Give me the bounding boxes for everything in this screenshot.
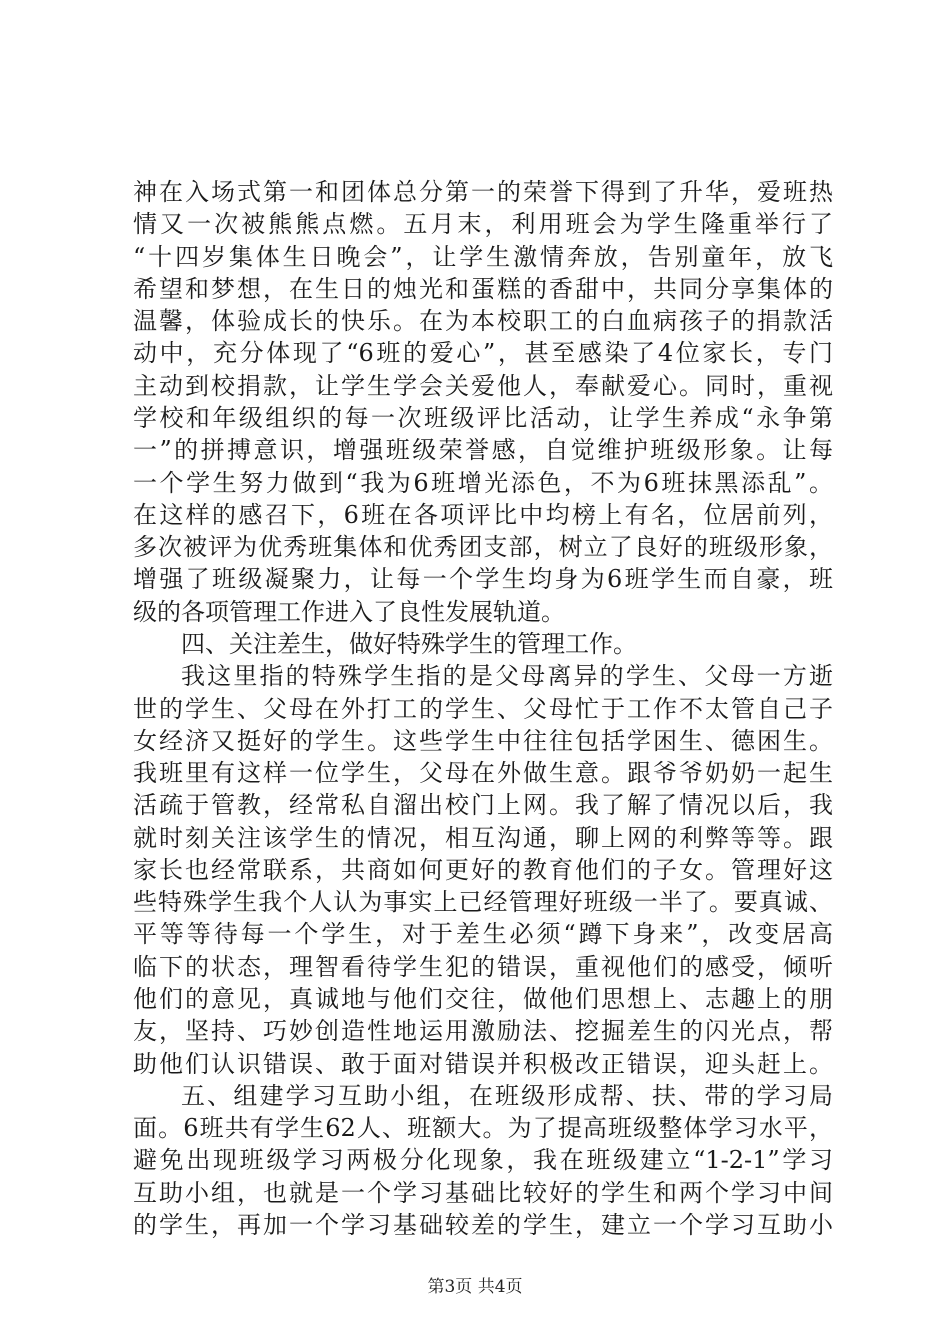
text-line: 平等等待每一个学生，对于差生必须“蹲下身来”，改变居高 [133, 920, 833, 948]
section-heading: 五、组建学习互助小组，在班级形成帮、扶、带的学习局 [181, 1082, 833, 1110]
text-line: 家长也经常联系，共商如何更好的教育他们的子女。管理好这 [133, 856, 833, 884]
text-line: 就时刻关注该学生的情况，相互沟通，聊上网的利弊等等。跟 [133, 824, 833, 852]
text-line: 世的学生、父母在外打工的学生、父母忙于工作不太管自己子 [133, 695, 833, 723]
text-line: 动中，充分体现了“6班的爱心”，甚至感染了4位家长，专门 [133, 339, 833, 367]
text-line: 级的各项管理工作进入了良性发展轨道。 [133, 598, 565, 626]
text-line: 临下的状态，理智看待学生犯的错误，重视他们的感受，倾听 [133, 953, 833, 981]
text-line: 互助小组，也就是一个学习基础比较好的学生和两个学习中间 [133, 1179, 833, 1207]
paragraph-first-line: 我这里指的特殊学生指的是父母离异的学生、父母一方逝 [181, 662, 833, 690]
text-line: “十四岁集体生日晚会”，让学生激情奔放，告别童年，放飞 [133, 243, 833, 271]
text-line: 希望和梦想，在生日的烛光和蛋糕的香甜中，共同分享集体的 [133, 275, 833, 303]
text-line: 我班里有这样一位学生，父母在外做生意。跟爷爷奶奶一起生 [133, 759, 833, 787]
page-footer: 第3页 共4页 [427, 1277, 523, 1297]
text-line: 一”的拼搏意识，增强班级荣誉感，自觉维护班级形象。让每 [133, 436, 833, 464]
text-line: 助他们认识错误、敢于面对错误并积极改正错误，迎头赶上。 [133, 1050, 833, 1078]
text-line: 友，坚持、巧妙创造性地运用激励法、挖掘差生的闪光点，帮 [133, 1017, 833, 1045]
text-line: 避免出现班级学习两极分化现象，我在班级建立“1-2-1”学习 [133, 1146, 833, 1174]
text-line: 面。6班共有学生62人、班额大。为了提高班级整体学习水平， [133, 1114, 833, 1142]
text-line: 增强了班级凝聚力，让每一个学生均身为6班学生而自豪，班 [133, 565, 833, 593]
text-line: 些特殊学生我个人认为事实上已经管理好班级一半了。要真诚、 [133, 888, 833, 916]
text-line: 活疏于管教，经常私自溜出校门上网。我了解了情况以后，我 [133, 791, 833, 819]
text-line: 温馨，体验成长的快乐。在为本校职工的白血病孩子的捐款活 [133, 307, 833, 335]
text-line: 在这样的感召下，6班在各项评比中均榜上有名，位居前列， [133, 501, 833, 529]
text-line: 一个学生努力做到“我为6班增光添色，不为6班抹黑添乱”。 [133, 469, 833, 497]
text-line: 女经济又挺好的学生。这些学生中往往包括学困生、德困生。 [133, 727, 833, 755]
text-line: 学校和年级组织的每一次班级评比活动，让学生养成“永争第 [133, 404, 833, 432]
text-line: 主动到校捐款，让学生学会关爱他人，奉献爱心。同时，重视 [133, 372, 833, 400]
text-line: 情又一次被熊熊点燃。五月末，利用班会为学生隆重举行了 [133, 210, 833, 238]
text-line: 的学生，再加一个学习基础较差的学生，建立一个学习互助小 [133, 1211, 833, 1239]
section-heading: 四、关注差生，做好特殊学生的管理工作。 [181, 630, 637, 658]
text-line: 多次被评为优秀班集体和优秀团支部，树立了良好的班级形象， [133, 533, 833, 561]
text-line: 他们的意见，真诚地与他们交往，做他们思想上、志趣上的朋 [133, 985, 833, 1013]
text-line: 神在入场式第一和团体总分第一的荣誉下得到了升华，爱班热 [133, 178, 833, 206]
